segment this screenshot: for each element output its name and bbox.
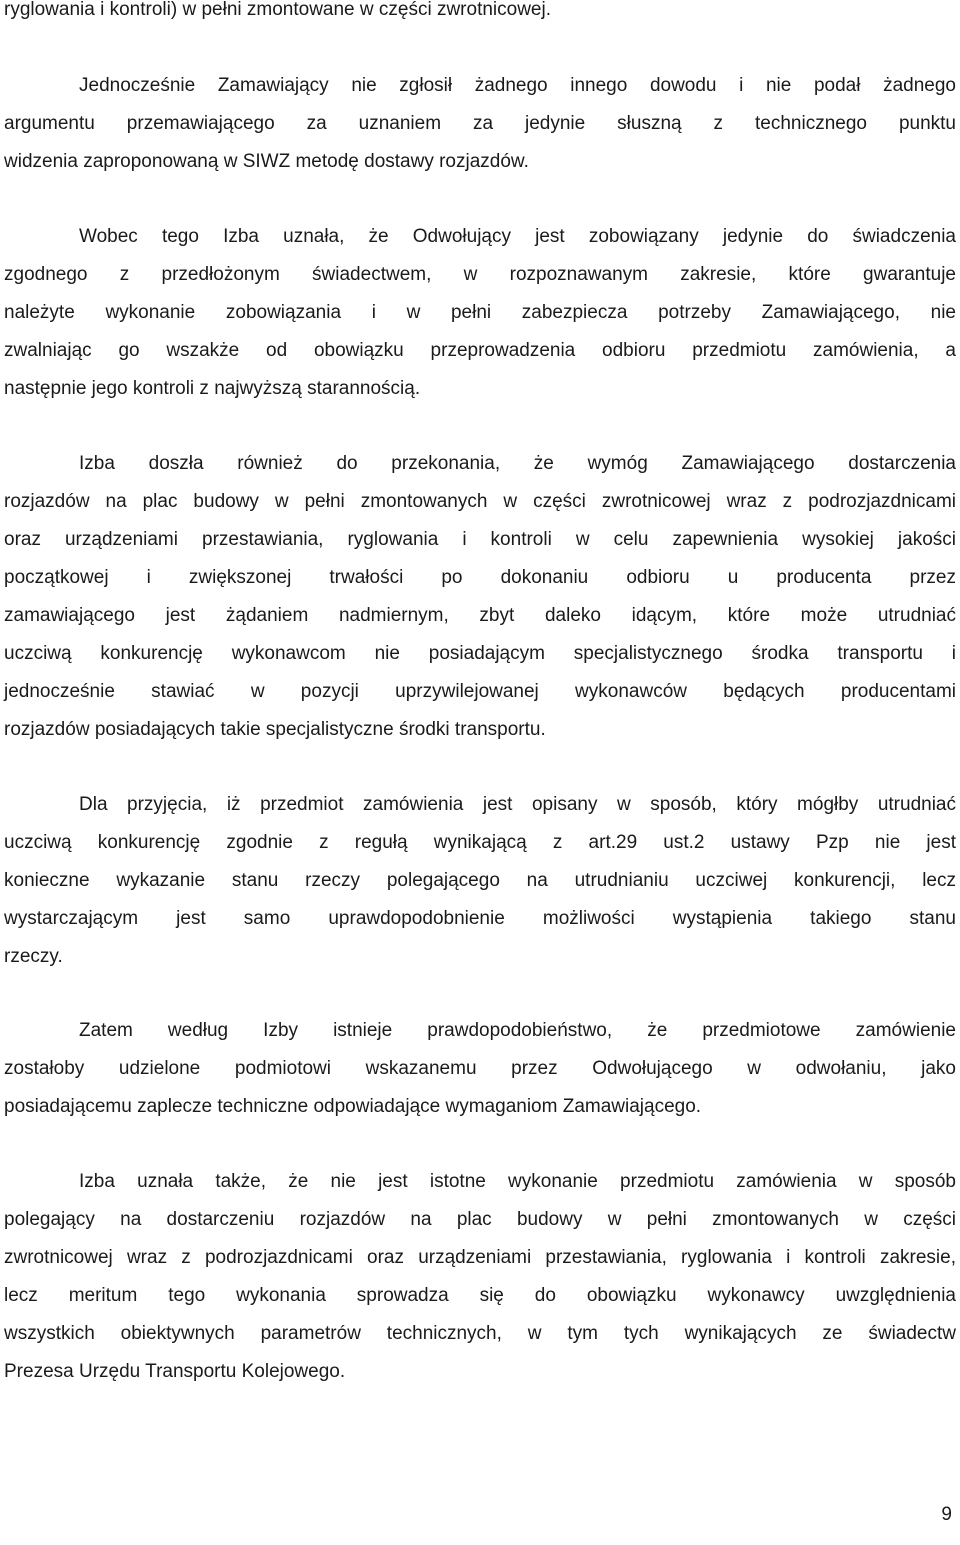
paragraph-1 — [4, 0, 956, 29]
text-line: Dla przyjęcia, iż przedmiot zamówienia jest opisany w sposób, który mógłby utrudniać — [79, 794, 956, 815]
text-line: rzeczy. — [4, 946, 63, 967]
text-line: jednocześnie stawiać w pozycji uprzywilejowanej wykonawców będących producentami — [4, 681, 956, 702]
text-line: Prezesa Urzędu Transportu Kolejowego. — [4, 1361, 346, 1382]
text-line: widzenia zaproponowaną w SIWZ metodę dostawy rozjazdów. — [4, 151, 529, 172]
text-line: zamawiającego jest żądaniem nadmiernym, zbyt daleko idącym, które może utrudniać — [4, 605, 956, 626]
text-line: polegający na dostarczeniu rozjazdów na plac budowy w pełni zmontowanych w części — [4, 1209, 956, 1230]
text-line: następnie jego kontroli z najwyższą starannością. — [4, 378, 421, 399]
page-number: 9 — [941, 1504, 952, 1525]
text-line: zwrotnicowej wraz z podrozjazdnicami oraz urządzeniami przestawiania, ryglowania i kontroli zakresie, — [4, 1247, 956, 1268]
paragraph-5 — [4, 786, 956, 976]
text-line: Jednocześnie Zamawiający nie zgłosił żadnego innego dowodu i nie podał żadnego — [79, 75, 956, 96]
text-line: posiadającemu zaplecze techniczne odpowiadające wymaganiom Zamawiającego. — [4, 1096, 702, 1117]
paragraph-4 — [4, 445, 956, 749]
text-line: lecz meritum tego wykonania sprowadza się do obowiązku wykonawcy uwzględnienia — [4, 1285, 956, 1306]
text-line: Zatem według Izby istnieje prawdopodobieństwo, że przedmiotowe zamówienie — [79, 1020, 956, 1041]
text-line: zgodnego z przedłożonym świadectwem, w rozpoznawanym zakresie, które gwarantuje — [4, 264, 956, 285]
paragraph-7 — [4, 1163, 956, 1391]
text-line: zwalniając go wszakże od obowiązku przeprowadzenia odbioru przedmiotu zamówienia, a — [4, 340, 956, 361]
text-line: wszystkich obiektywnych parametrów technicznych, w tym tych wynikających ze świadectw — [4, 1323, 956, 1344]
text-line: początkowej i zwiększonej trwałości po dokonaniu odbioru u producenta przez — [4, 567, 956, 588]
text-line: oraz urządzeniami przestawiania, ryglowania i kontroli w celu zapewnienia wysokiej jakości — [4, 529, 956, 550]
text-line: należyte wykonanie zobowiązania i w pełni zabezpiecza potrzeby Zamawiającego, nie — [4, 302, 956, 323]
paragraph-3 — [4, 218, 956, 408]
text-line: rozjazdów posiadających takie specjalistyczne środki transportu. — [4, 719, 546, 740]
text-line: uczciwą konkurencję zgodnie z regułą wynikającą z art.29 ust.2 ustawy Pzp nie jest — [4, 832, 956, 853]
text-line: argumentu przemawiającego za uznaniem za jedynie słuszną z technicznego punktu — [4, 113, 956, 134]
text-line: Izba doszła również do przekonania, że wymóg Zamawiającego dostarczenia — [79, 453, 956, 474]
text-line: ryglowania i kontroli) w pełni zmontowane w części zwrotnicowej. — [4, 0, 551, 20]
text-line: wystarczającym jest samo uprawdopodobnienie możliwości wystąpienia takiego stanu — [4, 908, 956, 929]
text-line: Wobec tego Izba uznała, że Odwołujący jest zobowiązany jedynie do świadczenia — [79, 226, 956, 247]
paragraph-2 — [4, 67, 956, 181]
text-line: Izba uznała także, że nie jest istotne wykonanie przedmiotu zamówienia w sposób — [79, 1171, 956, 1192]
text-line: konieczne wykazanie stanu rzeczy polegającego na utrudnianiu uczciwej konkurencji, lecz — [4, 870, 956, 891]
text-line: uczciwą konkurencję wykonawcom nie posiadającym specjalistycznego środka transportu i — [4, 643, 956, 664]
text-line: zostałoby udzielone podmiotowi wskazanemu przez Odwołującego w odwołaniu, jako — [4, 1058, 956, 1079]
text-line: rozjazdów na plac budowy w pełni zmontowanych w części zwrotnicowej wraz z podrozjazdnicami — [4, 491, 956, 512]
paragraph-6 — [4, 1012, 956, 1126]
